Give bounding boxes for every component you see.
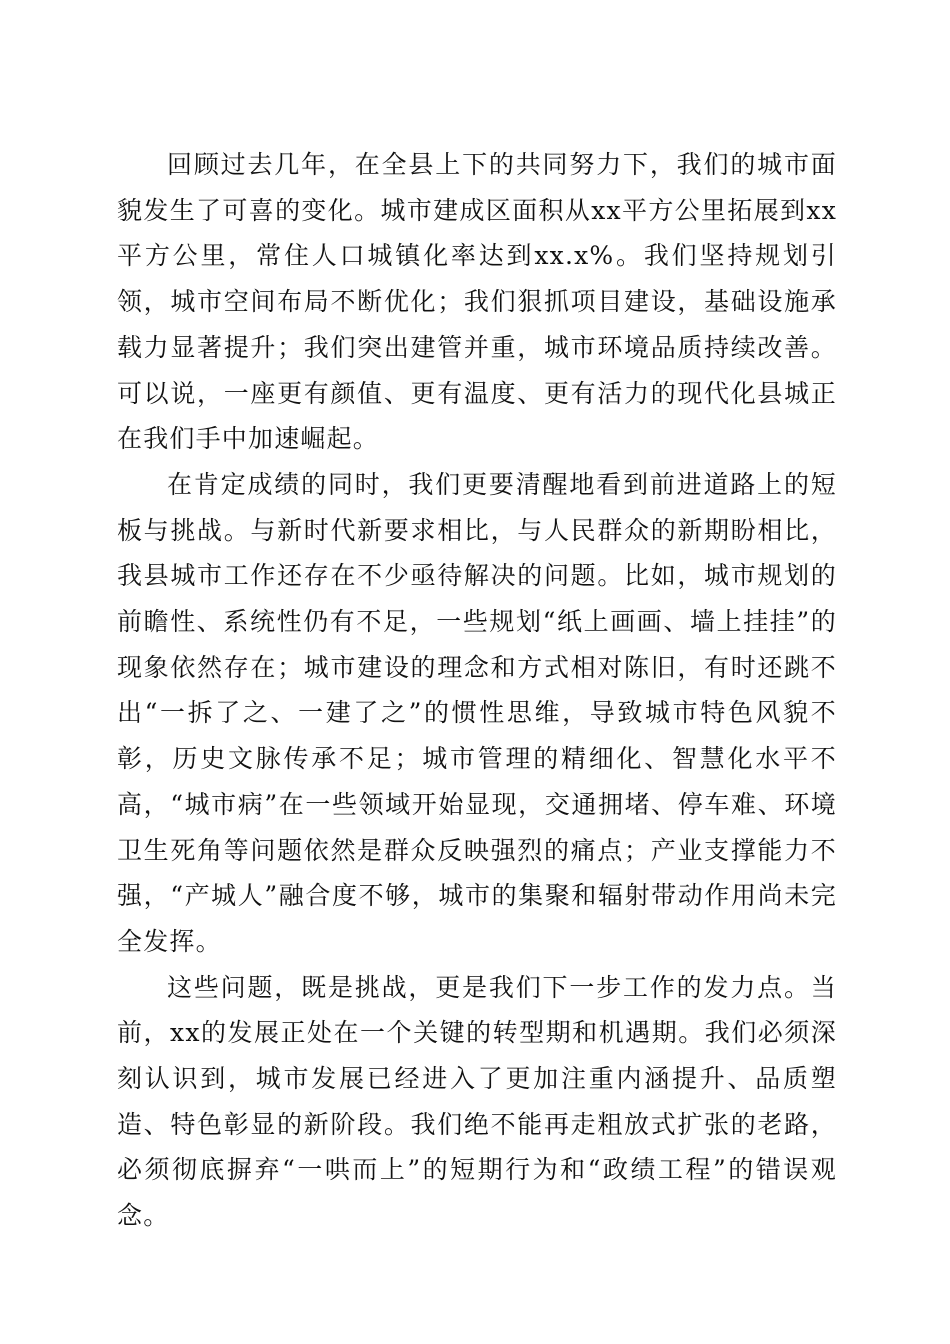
document-body [117, 142, 837, 1239]
paragraph-opportunities: 这些问题，既是挑战，更是我们下一步工作的发力点。当前，xx的发展正处在一个关键的转型期和机遇期。我们必须深刻认识到，城市发展已经进入了更加注重内涵提升、品质塑造、特色彰显的新阶段。我们绝不能再走粗放式扩张的老路，必须彻底摒弃“一哄而上”的短期行为和“政绩工程”的错误观念。 [117, 972, 837, 1231]
paragraph-achievements: 回顾过去几年，在全县上下的共同努力下，我们的城市面貌发生了可喜的变化。城市建成区面积从xx平方公里拓展到xx平方公里，常住人口城镇化率达到xx.x%。我们坚持规划引领，城市空间布局不断优化；我们狠抓项目建设，基础设施承载力显著提升；我们突出建管并重，城市环境品质持续改善。可以说，一座更有颜值、更有温度、更有活力的现代化县城正在我们手中加速崛起。 [117, 150, 837, 454]
paragraph-challenges: 在肯定成绩的同时，我们更要清醒地看到前进道路上的短板与挑战。与新时代新要求相比，与人民群众的新期盼相比，我县城市工作还存在不少亟待解决的问题。比如，城市规划的前瞻性、系统性仍有不足，一些规划“纸上画画、墙上挂挂”的现象依然存在；城市建设的理念和方式相对陈旧，有时还跳不出“一拆了之、一建了之”的惯性思维，导致城市特色风貌不彰，历史文脉传承不足；城市管理的精细化、智慧化水平不高，“城市病”在一些领域开始显现，交通拥堵、停车难、环境卫生死角等问题依然是群众反映强烈的痛点；产业支撑能力不强，“产城人”融合度不够，城市的集聚和辐射带动作用尚未完全发挥。 [117, 469, 837, 956]
